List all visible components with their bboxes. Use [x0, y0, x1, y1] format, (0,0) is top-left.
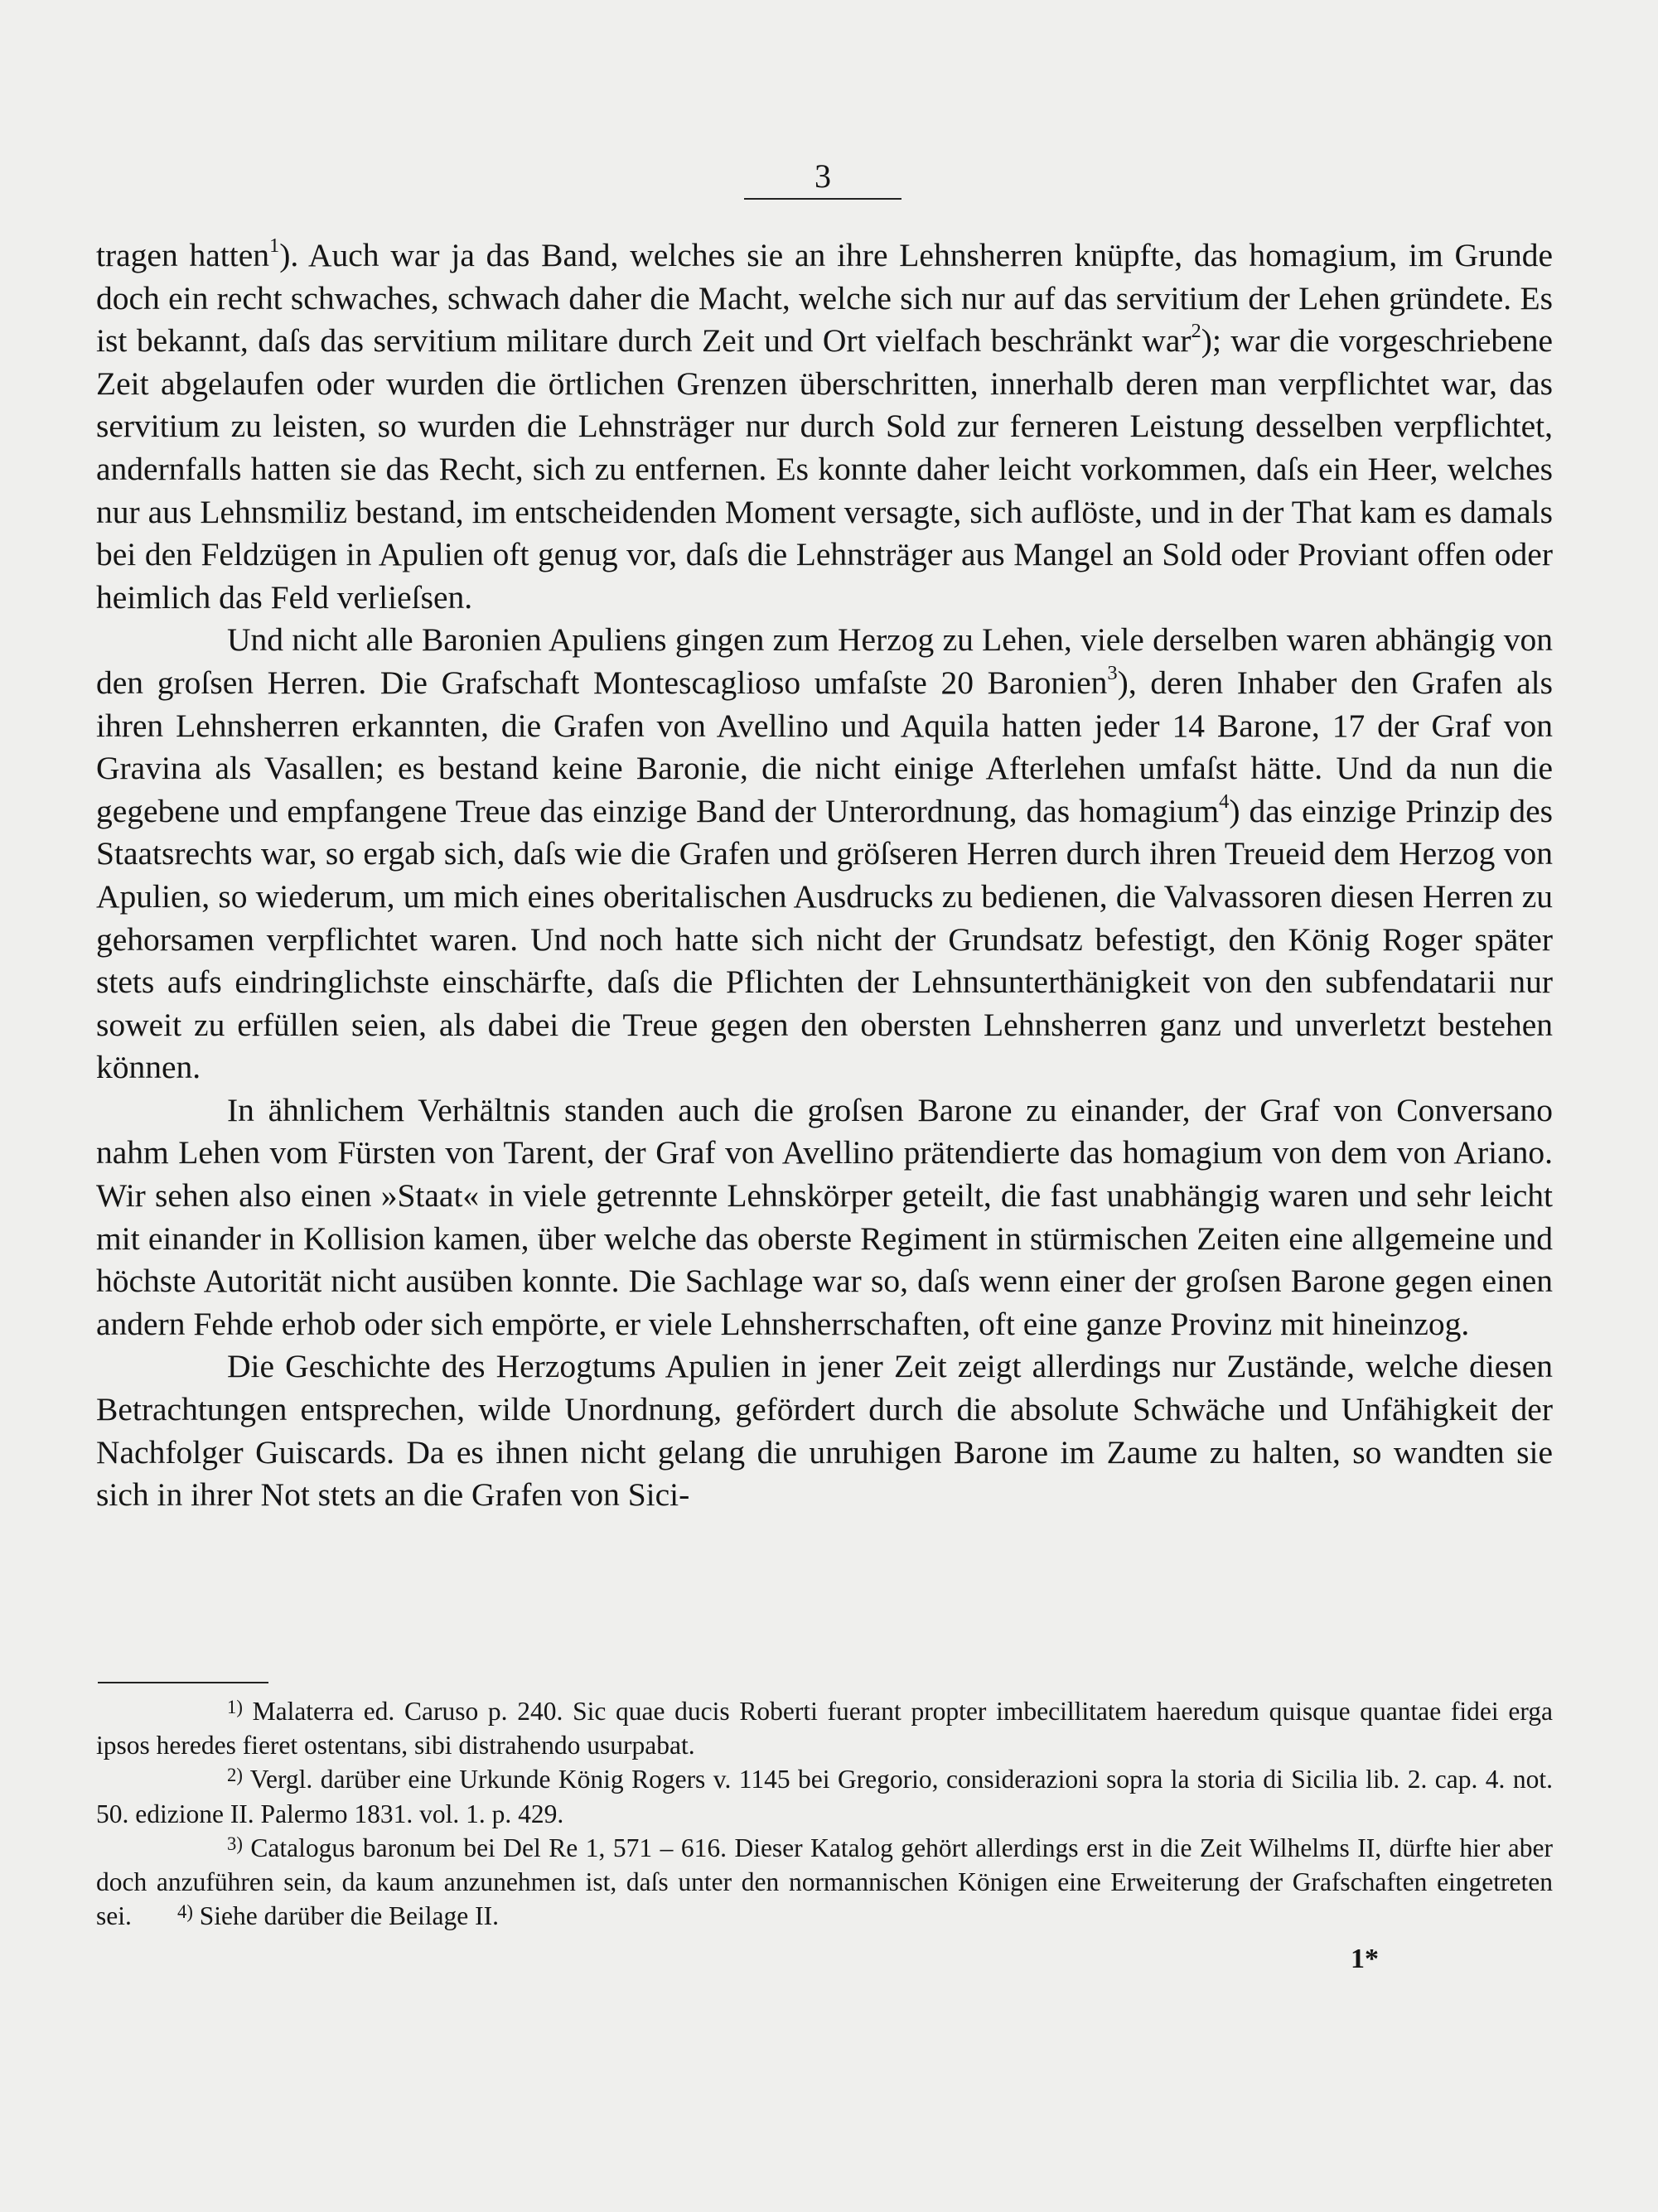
footnote-1-mark: 1) — [227, 1697, 243, 1718]
footnote-gap — [132, 1901, 177, 1930]
paragraph-2-part-c: ) das einzige Prinzip des Staatsrechts war, so ergab sich, daſs wie die Grafen und gröſseren Herren durch ihren Treueid dem Herzog von Apulien, so wiederum, um mich eines oberitalischen Ausdrucks zu bedienen, die Valvassoren diesen Herren zu gehorsamen verpflichtet waren. Und noch hatte sich nicht der Grundsatz befestigt, den König Roger später stets aufs eindringlichste einschärfte, daſs die Pflichten der Lehnsunterthänigkeit von den subfendatarii nur soweit zu erfüllen seien, als dabei die Treue gegen den obersten Lehnsherren ganz und unverletzt bestehen können. — [96, 792, 1554, 1086]
paragraph-2-part-b: ), deren Inhaber den Grafen als ihren Lehnsherren erkannten, die Grafen von Avellino und Aquila hatten jeder 14 Barone, 17 der Graf von Gravina als Vasallen; es bestand keine Baronie, die nicht einige Afterlehen umfaſst hätte. Und da nun die gegebene und empfangene Treue das einzige Band der Unterordnung, das homagium — [96, 664, 1553, 829]
paragraph-1-part-c: ); war die vorgeschriebene Zeit abgelaufen oder wurden die örtlichen Grenzen überschritten, innerhalb deren man verpflichtet war, das servitium zu leisten, so wurden die Lehnsträger nur durch Sold zur ferneren Leistung desselben verpflichtet, andernfalls hatten sie das Recht, sich zu entfernen. Es konnte daher leicht vorkommen, daſs ein Heer, welches nur aus Lehnsmiliz bestand, im entscheidenden Moment versagte, sich auflöste, und in der That kam es damals bei den Feldzügen in Apulien oft genug vor, daſs die Lehnsträger aus Mangel an Sold oder Proviant offen oder heimlich das Feld verlieſsen. — [96, 322, 1553, 616]
footnote-1 — [96, 1694, 1553, 1762]
footnote-ref-2: 2 — [1191, 320, 1201, 343]
footnote-1-text: Malaterra ed. Caruso p. 240. Sic quae ducis Roberti fuerant propter imbecillitatem haeredum quisque quantae fidei erga ipsos heredes fieret ostentans, sibi distrahendo usurpabat. — [96, 1697, 1553, 1760]
printer-signature-mark: 1* — [1351, 1944, 1379, 1974]
footnote-2 — [96, 1762, 1553, 1830]
paragraph-1 — [96, 234, 1553, 619]
footnotes — [96, 1694, 1553, 1933]
footnote-4-text: Siehe darüber die Beilage II. — [192, 1901, 499, 1931]
footnote-2-mark: 2) — [227, 1765, 243, 1786]
paragraph-3: In ähnlichem Verhältnis standen auch die groſsen Barone zu einander, der Graf von Conversano nahm Lehen vom Fürsten von Tarent, der Graf von Avellino prätendierte das homagium von dem von Ariano. Wir sehen also einen »Staat« in viele getrennte Lehnskörper geteilt, die fast unabhängig waren und sehr leicht mit einander in Kollision kamen, über welche das oberste Regiment in stürmischen Zeiten eine allgemeine und höchste Autorität nicht ausüben konnte. Die Sachlage war so, daſs wenn einer der groſsen Barone gegen einen andern Fehde erhob oder sich empörte, er viele Lehnsherrschaften, oft eine ganze Provinz mit hineinzog. — [96, 1091, 1553, 1342]
footnote-3-text: Catalogus baronum bei Del Re 1, 571 – 616. Dieser Katalog gehört allerdings erst in die Zeit Wilhelms II, dürfte hier aber doch anzuführen sein, da kaum anzunehmen ist, daſs unter den normannischen Königen eine Erweiterung der Grafschaften eingetreten sei. — [96, 1833, 1553, 1931]
page-header — [744, 157, 902, 200]
paragraph-2 — [96, 619, 1553, 1089]
paragraph-2-part-a: Und nicht alle Baronien Apuliens gingen zum Herzog zu Lehen, viele derselben waren abhängig von den groſsen Herren. Die Grafschaft Montescaglioso umfaſste 20 Baronien — [96, 621, 1553, 701]
footnote-4-mark: 4) — [177, 1901, 193, 1923]
paragraph-4: Die Geschichte des Herzogtums Apulien in jener Zeit zeigt allerdings nur Zustände, welche diesen Betrachtungen entsprechen, wilde Unordnung, gefördert durch die absolute Schwäche und Unfähigkeit der Nachfolger Guiscards. Da es ihnen nicht gelang die unruhigen Barone im Zaume zu halten, so wandten sie sich in ihrer Not stets an die Grafen von Sici- — [96, 1348, 1553, 1514]
footnote-ref-4: 4 — [1219, 790, 1230, 813]
footnote-ref-1: 1 — [269, 234, 280, 257]
header-rule — [744, 198, 902, 200]
paragraph-1-part-b: ). Auch war ja das Band, welches sie an ihre Lehnsherren knüpfte, das homagium, im Grunde doch ein recht schwaches, schwach daher die Macht, welche sich nur auf das servitium der Lehen gründete. Es ist bekannt, daſs das servitium militare durch Zeit und Ort vielfach beschränkt war — [96, 237, 1553, 360]
footnote-separator — [98, 1682, 268, 1683]
paragraph-1-part-a: tragen hatten — [96, 237, 270, 273]
footnote-3 — [96, 1831, 1553, 1934]
footnote-2-text: Vergl. darüber eine Urkunde König Rogers v. 1145 bei Gregorio, considerazioni sopra la storia di Sicilia lib. 2. cap. 4. not. 50. edizione II. Palermo 1831. vol. 1. p. 429. — [96, 1765, 1553, 1828]
footnote-ref-3: 3 — [1107, 661, 1118, 684]
footnote-3-mark: 3) — [227, 1833, 243, 1854]
main-text — [96, 234, 1553, 1517]
page-number: 3 — [814, 157, 831, 195]
